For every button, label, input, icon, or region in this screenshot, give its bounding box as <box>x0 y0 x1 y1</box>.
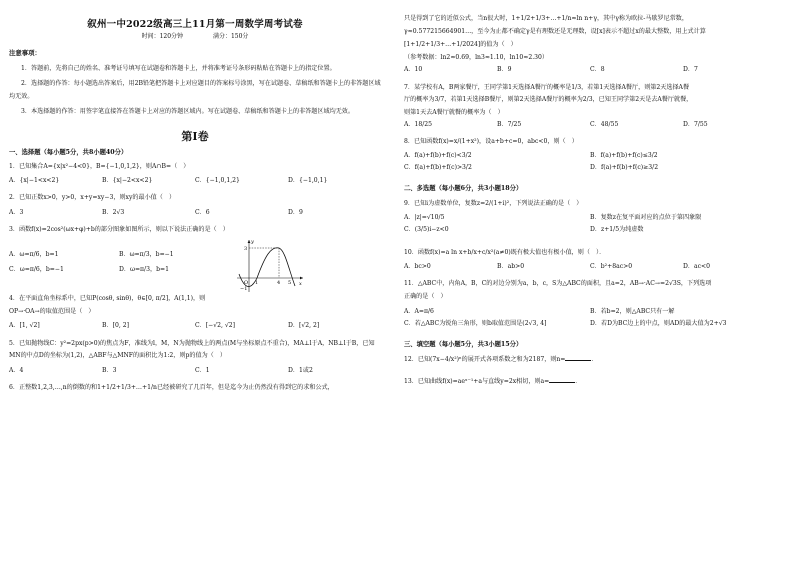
option-c: C．8 <box>590 65 605 73</box>
question-2: 2．已知正数x>0，y>0，x+y=xy−3，则xy的最小值（ ） <box>9 194 176 202</box>
section-heading: 三、填空题（每小题5分，共3小题15分） <box>404 340 523 348</box>
question-11-line2: 正确的是（ ） <box>404 293 447 301</box>
option-d: D．z+1/5为纯虚数 <box>590 226 644 233</box>
options-10 <box>404 264 776 270</box>
option-b: B．ab>0 <box>497 263 525 271</box>
option-b: B．f(a)+f(b)+f(c)≤3/2 <box>590 152 658 160</box>
page-title: 叙州一中2022级高三上11月第一周数学周考试卷 <box>87 19 303 30</box>
question-7 <box>404 82 776 120</box>
y-tick-top: 3 <box>244 245 248 252</box>
question-13: 13．已知曲线f(x)=aeˣ⁻¹+a与直线y=2x相切，则a= ． <box>404 378 582 386</box>
option-d: D．ac<0 <box>683 263 711 271</box>
options-6 <box>404 67 776 73</box>
cosine-graph <box>235 238 305 294</box>
y-label: y <box>251 238 254 245</box>
left-column <box>9 14 381 400</box>
option-c: C．{−1,0,1,2} <box>195 177 240 185</box>
options-8 <box>404 153 776 177</box>
option-a: A．bc>0 <box>404 263 431 271</box>
question-7-line: 则第1天去A餐厅就餐的概率为（ ） <box>404 109 504 117</box>
question-9: 9．已知i为虚数单位，复数z=2/(1+i)²，下列说法正确的是（ ） <box>404 199 583 207</box>
exam-time: 时间：120分钟 <box>141 32 184 40</box>
option-b: B．3 <box>102 367 117 375</box>
options-4 <box>9 323 381 329</box>
part-heading: 第Ⅰ卷 <box>181 129 209 143</box>
x-label: x <box>299 280 302 287</box>
options-9 <box>404 215 776 239</box>
notice-item: 1．答题前，先将自己的姓名、准考证号填写在试题卷和答题卡上，并将准考证号条形码粘贴在答题卡上的指定位置。 <box>21 64 336 72</box>
question-4-line2: OP→·OA→的取值范围是（ ） <box>9 307 95 315</box>
x-tick-4: 4 <box>277 279 281 286</box>
question-3: 3．函数f(x)=2cos²(ωx+φ)+b的部分图象如图所示，则以下说法正确的是（ ） <box>9 225 229 233</box>
option-d: D．7 <box>683 65 698 73</box>
notice-item: 3．本选择题的作答：用签字笔直接答在答题卡上对应的答题区域内。写在试题卷、草稿纸和答题卡上的非答题区域均无效。 <box>21 108 354 116</box>
question-7-line: 7．某学校有A，B两家餐厅，王同学第1天选择A餐厅的概率是1/3，若第1天选择A餐厅，则第2天选择A餐 <box>404 83 690 91</box>
option-c: C．(3/5)i−z<0 <box>404 226 449 233</box>
question-13-stem: 13．已知曲线f(x)=aeˣ⁻¹+a与直线y=2x相切，则a= <box>404 378 550 386</box>
options-5 <box>9 368 381 374</box>
option-d: D．7/55 <box>683 121 708 129</box>
section-heading: 一、选择题（每小题5分，共8小题40分） <box>9 148 128 156</box>
option-b: B．9 <box>497 65 512 73</box>
x-axis-arrow <box>300 276 303 279</box>
option-b: B．[0, 2] <box>102 322 129 330</box>
right-column <box>404 14 776 393</box>
option-a: A．f(a)+f(b)+f(c)<3/2 <box>404 152 472 160</box>
y-axis-arrow <box>248 240 251 243</box>
question-5: 5．已知抛物线C：y²=2px(p>0)的焦点为F，准线为l，M，N为抛物线上的两点(M与坐标原点不重合)，MA⊥l于A，NB⊥l于B，已知MN的中点D的坐标为(1,2)，△ABF与△MNF的面积比为1:2，则p的值为（ ） <box>9 340 375 359</box>
option-c: C．6 <box>195 208 210 216</box>
question-11: 11．△ABC中，内角A，B，C的对边分别为a，b，c，S为△ABC的面积，且a=2，AB→·AC→=2√3S，下列选项 <box>404 280 712 288</box>
question-3-body <box>9 238 381 294</box>
section-heading: 二、多选题（每小题6分，共3小题18分） <box>404 185 523 193</box>
option-a: A．18/25 <box>404 121 433 129</box>
option-a: A．{x|−1<x<2} <box>9 177 60 185</box>
question-10: 10．函数f(x)=a ln x+b/x+c/x²(a≠0)既有极大值也有极小值，则（ ）． <box>404 249 606 257</box>
options-2 <box>9 210 381 216</box>
question-4: 4．在平面直角坐标系中，已知P(cosθ, sinθ)，θ∈[0, π/2]，A(1,1)，则 <box>9 294 206 302</box>
question-6-reference: （参考数据：ln2≈0.69，ln3≈1.10，ln10≈2.30） <box>404 54 548 62</box>
question-7-line: 厅的概率为3/7，若第1天选择B餐厅，则第2天选择A餐厅的概率为2/3，已知王同学第2天是去A餐厅就餐， <box>404 96 693 104</box>
x-tick-5: 5 <box>288 279 292 286</box>
option-c: C．1 <box>195 367 210 375</box>
question-6-line: 只是得到了它的近似公式，当n很大时，1+1/2+1/3+…+1/n≈ln n+γ，其中γ称为欧拉-马歇罗尼常数， <box>404 15 688 22</box>
option-d: D．1或2 <box>288 367 313 375</box>
option-a: A．|z|=√10/5 <box>404 213 445 221</box>
option-b: B．{x|−2<x<2} <box>102 177 153 185</box>
option-c: C．f(a)+f(b)+f(c)>3/2 <box>404 164 472 172</box>
question-6-line: [1+1/2+1/3+…+1/2024]的值为（ ） <box>404 41 517 49</box>
options-1 <box>9 178 381 184</box>
question-12-stem: 12．已知(7x−4/x²)ⁿ的展开式各项系数之和为2187，则n= <box>404 356 566 364</box>
option-a: A．4 <box>9 367 24 375</box>
exam-meta <box>9 34 381 40</box>
origin-label: O <box>244 279 249 286</box>
option-d: D．ω=π/3，b=1 <box>119 265 169 273</box>
x-tick-1: 1 <box>255 279 259 286</box>
options-3 <box>9 238 229 282</box>
option-a: A．3 <box>9 208 24 216</box>
question-1: 1．已知集合A={x|x²−4<0}，B={−1,0,1,2}，则A∩B=（ ） <box>9 163 190 171</box>
notice-heading: 注意事项： <box>9 48 41 57</box>
option-c: C．b²+8ac>0 <box>590 263 633 271</box>
option-d: D．9 <box>288 208 303 216</box>
option-b: B．2√3 <box>102 208 125 216</box>
option-c: C．若△ABC为锐角三角形，则b取值范围是(2√3, 4] <box>404 319 547 327</box>
option-b: B．7/25 <box>497 121 522 129</box>
option-d: D．若D为BC边上的中点，则AD的最大值为2+√3 <box>590 319 727 327</box>
option-b: B．复数z在复平面对应的点位于第四象限 <box>590 213 702 221</box>
question-6: 6．正整数1,2,3,…,n的倒数的和1+1/2+1/3+…+1/n已经被研究了几百年，但是迄今为止仍然没有得到它的求和公式， <box>9 384 334 392</box>
options-11 <box>404 309 776 333</box>
question-6-line: γ≈0.577215664901…，至今为止都不确定γ是有理数还是无理数，设[x]表示不超过x的最大整数，用上式计算 <box>404 28 706 36</box>
exam-score: 满分：150分 <box>212 32 249 40</box>
option-c: C．[−√2, √2] <box>195 322 236 330</box>
question-8: 8．已知函数f(x)=x/(1+x²)，设a+b+c=0，abc<0，则（ ） <box>404 138 578 146</box>
question-12: 12．已知(7x−4/x²)ⁿ的展开式各项系数之和为2187，则n= ． <box>404 356 598 364</box>
options-7 <box>404 122 776 128</box>
option-c: C．48/55 <box>590 121 619 129</box>
option-a: A．[1, √2] <box>9 322 40 330</box>
option-d: D．f(a)+f(b)+f(c)≥3/2 <box>590 164 659 172</box>
answer-blank <box>549 376 575 383</box>
y-tick-bottom: −1 <box>240 285 248 292</box>
option-b: B．ω=π/3，b=−1 <box>119 250 174 258</box>
option-d: D．[√2, 2] <box>288 322 320 330</box>
option-c: C．ω=π/6，b=−1 <box>9 265 64 273</box>
notice-item: 2．选择题的作答：每小题选出答案后，用2B铅笔把答题卡上对应题目的答案标号涂黑，写在试题卷、草稿纸和答题卡上的非答题区域均无效。 <box>9 80 381 100</box>
option-a: A．10 <box>404 65 423 73</box>
answer-blank <box>565 354 591 361</box>
option-a: A．A=π/6 <box>404 307 434 315</box>
option-d: D．{−1,0,1} <box>288 177 328 185</box>
option-a: A．ω=π/6，b=1 <box>9 250 59 258</box>
option-b: B．若b=2，则△ABC只有一解 <box>590 307 675 315</box>
